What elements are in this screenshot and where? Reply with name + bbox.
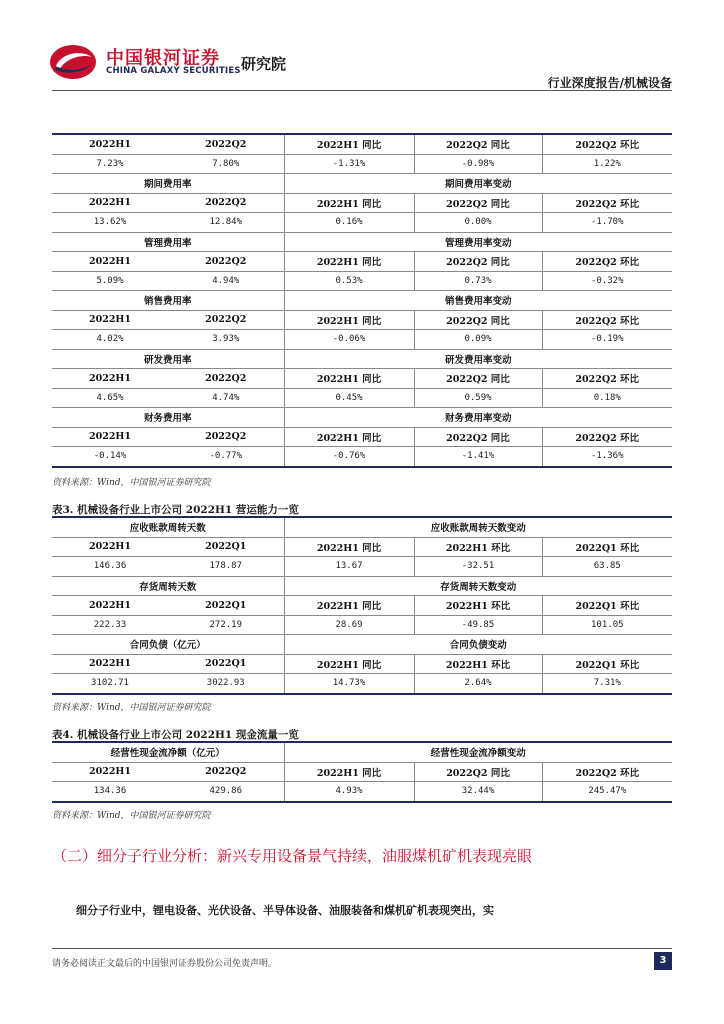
column-header: 2022Q2 同比: [414, 427, 542, 447]
column-header: 2022H1 同比: [284, 596, 414, 616]
table3-caption: 表3. 机械设备行业上市公司 2022H1 营运能力一览: [52, 504, 299, 516]
table-cell: 0.45%: [284, 388, 414, 408]
table-cell: 7.23%: [52, 154, 168, 174]
column-header: 2022H1 同比: [284, 369, 414, 389]
table-cell: -0.14%: [52, 447, 168, 467]
table-header-row: [52, 537, 672, 557]
table-cell: 4.65%: [52, 388, 168, 408]
table-cell: 13.67: [284, 557, 414, 577]
column-header: 2022H1: [52, 427, 168, 447]
table-header-row: [52, 193, 672, 213]
section-title-row: [52, 742, 672, 762]
section-title: 销售费用率: [52, 291, 284, 311]
column-header: 2022H1: [52, 537, 168, 557]
body-paragraph: 细分子行业中，锂电设备、光伏设备、半导体设备、油服装备和煤机矿机表现突出，实: [76, 904, 494, 917]
table-cell: 7.31%: [542, 674, 672, 694]
table-cell: 0.16%: [284, 213, 414, 233]
table-row: [52, 782, 672, 802]
header-divider: [52, 90, 672, 91]
table-cell: 272.19: [168, 615, 284, 635]
column-header: 2022Q2 环比: [542, 427, 672, 447]
section-title: 研发费用率: [52, 349, 284, 369]
table-cell: -1.31%: [284, 154, 414, 174]
column-header: 2022H1 同比: [284, 427, 414, 447]
column-header: 2022Q1: [168, 654, 284, 674]
section-title-row: [52, 232, 672, 252]
table-header-row: [52, 252, 672, 272]
section-heading: （二）细分子行业分析：新兴专用设备景气持续，油服煤机矿机表现亮眼: [52, 847, 533, 865]
column-header: 2022H1: [52, 310, 168, 330]
table-cell: 32.44%: [414, 782, 542, 802]
column-header: 2022Q2 同比: [414, 252, 542, 272]
column-header: 2022H1 同比: [284, 762, 414, 782]
table-header-row: [52, 654, 672, 674]
column-header: 2022Q2: [168, 193, 284, 213]
table-cell: 4.02%: [52, 330, 168, 350]
table-row: [52, 557, 672, 577]
column-header: 2022H1 环比: [414, 537, 542, 557]
table-cell: 63.85: [542, 557, 672, 577]
table1-source: 资料来源：Wind，中国银河证券研究院: [52, 478, 211, 488]
table-header-row: [52, 596, 672, 616]
page-header: [0, 0, 724, 96]
table-cell: 178.87: [168, 557, 284, 577]
column-header: 2022Q1 环比: [542, 596, 672, 616]
table-cell: 7.80%: [168, 154, 284, 174]
section-title-row: [52, 408, 672, 428]
section-title-row: [52, 291, 672, 311]
table-cell: 0.73%: [414, 271, 542, 291]
logo-english-name: CHINA GALAXY SECURITIES: [106, 66, 241, 76]
section-title-row: [52, 635, 672, 655]
table-cell: -49.85: [414, 615, 542, 635]
table-row: [52, 388, 672, 408]
section-title: 经营性现金流净额（亿元）: [52, 742, 284, 762]
table-cell: 134.36: [52, 782, 168, 802]
table-cell: 245.47%: [542, 782, 672, 802]
column-header: 2022H1: [52, 134, 168, 154]
section-title: 期间费用率变动: [284, 174, 672, 194]
table-row: [52, 271, 672, 291]
table-cell: 2.64%: [414, 674, 542, 694]
section-title: 销售费用率变动: [284, 291, 672, 311]
report-type: 行业深度报告/机械设备: [547, 76, 672, 90]
column-header: 2022H1 同比: [284, 252, 414, 272]
table-cell: 0.00%: [414, 213, 542, 233]
cash-flow-table: [52, 741, 672, 803]
column-header: 2022Q2 环比: [542, 369, 672, 389]
column-header: 2022Q2 环比: [542, 252, 672, 272]
column-header: 2022H1: [52, 654, 168, 674]
table-row: [52, 615, 672, 635]
section-title: 管理费用率变动: [284, 232, 672, 252]
section-title: 存货周转天数变动: [284, 576, 672, 596]
column-header: 2022Q1: [168, 596, 284, 616]
table-cell: 101.05: [542, 615, 672, 635]
table-cell: -0.19%: [542, 330, 672, 350]
section-title-row: [52, 576, 672, 596]
table-cell: 4.94%: [168, 271, 284, 291]
section-title: 应收账款周转天数变动: [284, 517, 672, 537]
column-header: 2022H1 环比: [414, 654, 542, 674]
table-header-row: [52, 310, 672, 330]
table-cell: 0.53%: [284, 271, 414, 291]
section-title: 经营性现金流净额变动: [284, 742, 672, 762]
page-number: 3: [654, 952, 672, 970]
table-cell: 146.36: [52, 557, 168, 577]
table-cell: 1.22%: [542, 154, 672, 174]
expense-ratio-table: [52, 133, 672, 468]
table-header-row: [52, 134, 672, 154]
column-header: 2022Q1 环比: [542, 537, 672, 557]
section-title-row: [52, 517, 672, 537]
section-title-row: [52, 174, 672, 194]
column-header: 2022Q2 环比: [542, 193, 672, 213]
table-row: [52, 330, 672, 350]
table-cell: 12.84%: [168, 213, 284, 233]
section-title: 期间费用率: [52, 174, 284, 194]
table-row: [52, 447, 672, 467]
column-header: 2022Q2 同比: [414, 762, 542, 782]
column-header: 2022Q2: [168, 310, 284, 330]
column-header: 2022Q2 环比: [542, 134, 672, 154]
table-cell: 4.93%: [284, 782, 414, 802]
table-cell: -0.98%: [414, 154, 542, 174]
column-header: 2022H1 同比: [284, 193, 414, 213]
section-title: 存货周转天数: [52, 576, 284, 596]
column-header: 2022Q1 环比: [542, 654, 672, 674]
column-header: 2022Q2 同比: [414, 310, 542, 330]
table-cell: -1.36%: [542, 447, 672, 467]
column-header: 2022Q2: [168, 369, 284, 389]
column-header: 2022Q2: [168, 762, 284, 782]
section-title: 财务费用率: [52, 408, 284, 428]
table-cell: -1.41%: [414, 447, 542, 467]
table-cell: 429.86: [168, 782, 284, 802]
table-cell: 222.33: [52, 615, 168, 635]
table-cell: -0.06%: [284, 330, 414, 350]
table-cell: 14.73%: [284, 674, 414, 694]
table-cell: 0.09%: [414, 330, 542, 350]
footer-disclaimer: 请务必阅读正文最后的中国银河证券股份公司免责声明。: [52, 959, 278, 969]
column-header: 2022H1 同比: [284, 654, 414, 674]
table-cell: 0.18%: [542, 388, 672, 408]
column-header: 2022H1 同比: [284, 134, 414, 154]
column-header: 2022Q2: [168, 427, 284, 447]
column-header: 2022H1 环比: [414, 596, 542, 616]
table-cell: -0.32%: [542, 271, 672, 291]
table-header-row: [52, 762, 672, 782]
column-header: 2022H1 同比: [284, 310, 414, 330]
column-header: 2022H1: [52, 762, 168, 782]
institute-name: 研究院: [241, 55, 287, 73]
operating-capacity-table: [52, 516, 672, 695]
section-title: 研发费用率变动: [284, 349, 672, 369]
table4-source: 资料来源：Wind，中国银河证券研究院: [52, 811, 211, 821]
column-header: 2022Q2 同比: [414, 193, 542, 213]
table-cell: 4.74%: [168, 388, 284, 408]
column-header: 2022H1: [52, 252, 168, 272]
table-cell: 28.69: [284, 615, 414, 635]
table-cell: 13.62%: [52, 213, 168, 233]
column-header: 2022Q2 同比: [414, 134, 542, 154]
section-title: 合同负债（亿元）: [52, 635, 284, 655]
column-header: 2022Q2: [168, 252, 284, 272]
section-title: 财务费用率变动: [284, 408, 672, 428]
column-header: 2022Q2 同比: [414, 369, 542, 389]
section-title: 管理费用率: [52, 232, 284, 252]
table-row: [52, 674, 672, 694]
table-cell: 3.93%: [168, 330, 284, 350]
table-cell: -0.76%: [284, 447, 414, 467]
section-title-row: [52, 349, 672, 369]
column-header: 2022Q2 环比: [542, 762, 672, 782]
column-header: 2022H1: [52, 193, 168, 213]
table-cell: 5.09%: [52, 271, 168, 291]
column-header: 2022H1: [52, 369, 168, 389]
table4-caption: 表4. 机械设备行业上市公司 2022H1 现金流量一览: [52, 729, 299, 741]
column-header: 2022H1: [52, 596, 168, 616]
logo-chinese-name: 中国银河证券: [106, 48, 220, 69]
column-header: 2022Q2: [168, 134, 284, 154]
table-header-row: [52, 427, 672, 447]
table-header-row: [52, 369, 672, 389]
table-row: [52, 154, 672, 174]
table-cell: 3022.93: [168, 674, 284, 694]
footer-divider: [52, 948, 672, 949]
galaxy-logo-icon: [48, 42, 98, 82]
table-row: [52, 213, 672, 233]
section-title: 合同负债变动: [284, 635, 672, 655]
table-cell: -32.51: [414, 557, 542, 577]
table-cell: 0.59%: [414, 388, 542, 408]
table3-source: 资料来源：Wind，中国银河证券研究院: [52, 703, 211, 713]
section-title: 应收账款周转天数: [52, 517, 284, 537]
column-header: 2022Q2 环比: [542, 310, 672, 330]
column-header: 2022H1 同比: [284, 537, 414, 557]
table-cell: -1.70%: [542, 213, 672, 233]
column-header: 2022Q1: [168, 537, 284, 557]
table-cell: -0.77%: [168, 447, 284, 467]
table-cell: 3102.71: [52, 674, 168, 694]
